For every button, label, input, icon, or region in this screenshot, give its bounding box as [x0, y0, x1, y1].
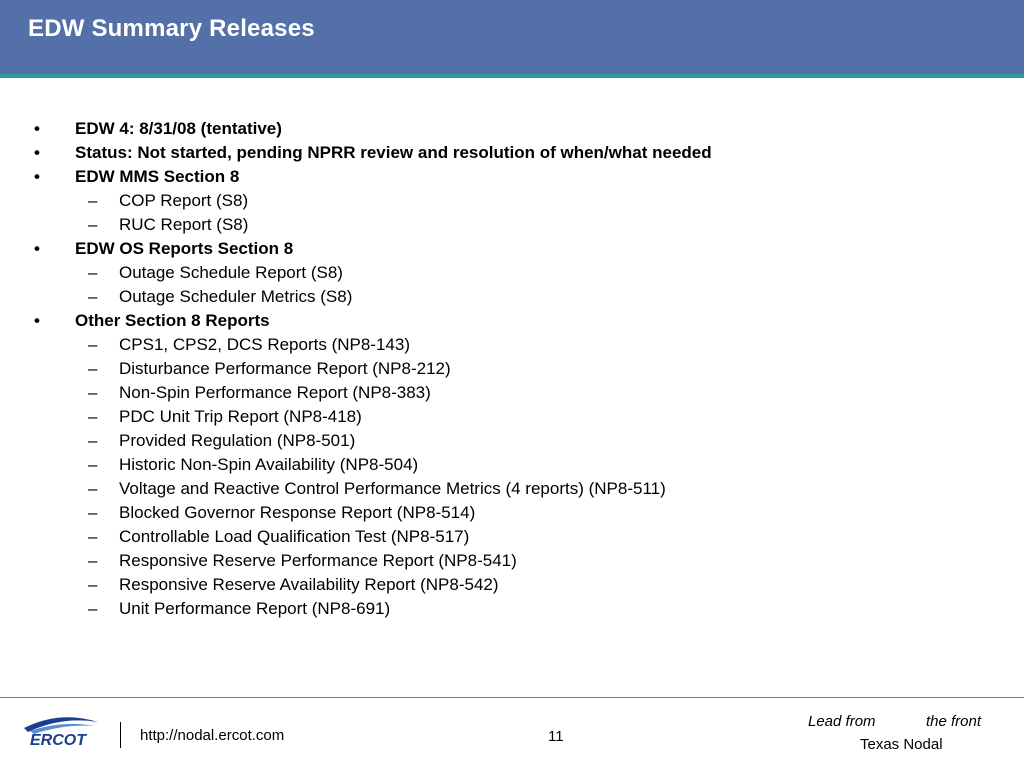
footer-separator [120, 722, 121, 748]
sub-bullet-item [0, 453, 1024, 477]
tagline-lead: Lead from [808, 713, 876, 730]
slide-content [0, 117, 1024, 621]
sub-bullet-item [0, 381, 1024, 405]
sub-bullet-item [0, 285, 1024, 309]
bullet-text: Responsive Reserve Performance Report (NP8-541) [119, 551, 517, 570]
bullet-item [0, 237, 1024, 261]
dash-marker: – [88, 263, 98, 282]
bullet-text: Outage Schedule Report (S8) [119, 263, 343, 282]
slide-title: EDW Summary Releases [28, 15, 315, 42]
sub-bullet-item [0, 429, 1024, 453]
footer-url[interactable]: http://nodal.ercot.com [140, 727, 285, 744]
sub-bullet-item [0, 189, 1024, 213]
dash-marker: – [88, 335, 98, 354]
tagline-front: the front [926, 713, 982, 730]
dash-marker: – [88, 527, 98, 546]
dash-marker: – [88, 383, 98, 402]
bullet-item [0, 309, 1024, 333]
dash-marker: – [88, 215, 98, 234]
dash-marker: – [88, 407, 98, 426]
dash-marker: – [88, 455, 98, 474]
bullet-text: Status: Not started, pending NPRR review and resolution of when/what needed [75, 143, 712, 162]
bullet-marker: • [34, 311, 40, 330]
bullet-text: Unit Performance Report (NP8-691) [119, 599, 391, 618]
ercot-logo [20, 712, 100, 752]
dash-marker: – [88, 431, 98, 450]
header-divider [0, 74, 1024, 78]
bullet-text: Non-Spin Performance Report (NP8-383) [119, 383, 431, 402]
tagline-org: Texas Nodal [860, 736, 943, 753]
sub-bullet-item [0, 549, 1024, 573]
bullet-text: Blocked Governor Response Report (NP8-514) [119, 503, 476, 522]
bullet-text: EDW MMS Section 8 [75, 167, 240, 186]
sub-bullet-item [0, 333, 1024, 357]
logo-text: ERCOT [30, 732, 86, 749]
bullet-item [0, 165, 1024, 189]
sub-bullet-item [0, 405, 1024, 429]
bullet-text: Controllable Load Qualification Test (NP8-517) [119, 527, 470, 546]
dash-marker: – [88, 479, 98, 498]
sub-bullet-item [0, 525, 1024, 549]
bullet-item [0, 117, 1024, 141]
dash-marker: – [88, 503, 98, 522]
bullet-text: Responsive Reserve Availability Report (NP8-542) [119, 575, 499, 594]
bullet-marker: • [34, 143, 40, 162]
bullet-text: RUC Report (S8) [119, 215, 249, 234]
dash-marker: – [88, 551, 98, 570]
footer-divider [0, 697, 1024, 698]
bullet-marker: • [34, 239, 40, 258]
sub-bullet-item [0, 261, 1024, 285]
bullet-text: Provided Regulation (NP8-501) [119, 431, 356, 450]
sub-bullet-item [0, 573, 1024, 597]
bullet-text: Historic Non-Spin Availability (NP8-504) [119, 455, 419, 474]
sub-bullet-item [0, 501, 1024, 525]
bullet-text: EDW 4: 8/31/08 (tentative) [75, 119, 282, 138]
dash-marker: – [88, 359, 98, 378]
bullet-marker: • [34, 119, 40, 138]
bullet-text: Voltage and Reactive Control Performance Metrics (4 reports) (NP8-511) [119, 479, 666, 498]
bullet-text: CPS1, CPS2, DCS Reports (NP8-143) [119, 335, 410, 354]
sub-bullet-item [0, 357, 1024, 381]
bullet-text: PDC Unit Trip Report (NP8-418) [119, 407, 362, 426]
sub-bullet-item [0, 213, 1024, 237]
page-number: 11 [548, 728, 564, 745]
bullet-text: Outage Scheduler Metrics (S8) [119, 287, 353, 306]
dash-marker: – [88, 599, 98, 618]
bullet-text: Other Section 8 Reports [75, 311, 270, 330]
dash-marker: – [88, 287, 98, 306]
bullet-text: COP Report (S8) [119, 191, 249, 210]
bullet-text: EDW OS Reports Section 8 [75, 239, 294, 258]
dash-marker: – [88, 191, 98, 210]
bullet-text: Disturbance Performance Report (NP8-212) [119, 359, 451, 378]
slide-header [0, 0, 1024, 74]
dash-marker: – [88, 575, 98, 594]
bullet-item [0, 141, 1024, 165]
bullet-marker: • [34, 167, 40, 186]
sub-bullet-item [0, 477, 1024, 501]
sub-bullet-item [0, 597, 1024, 621]
